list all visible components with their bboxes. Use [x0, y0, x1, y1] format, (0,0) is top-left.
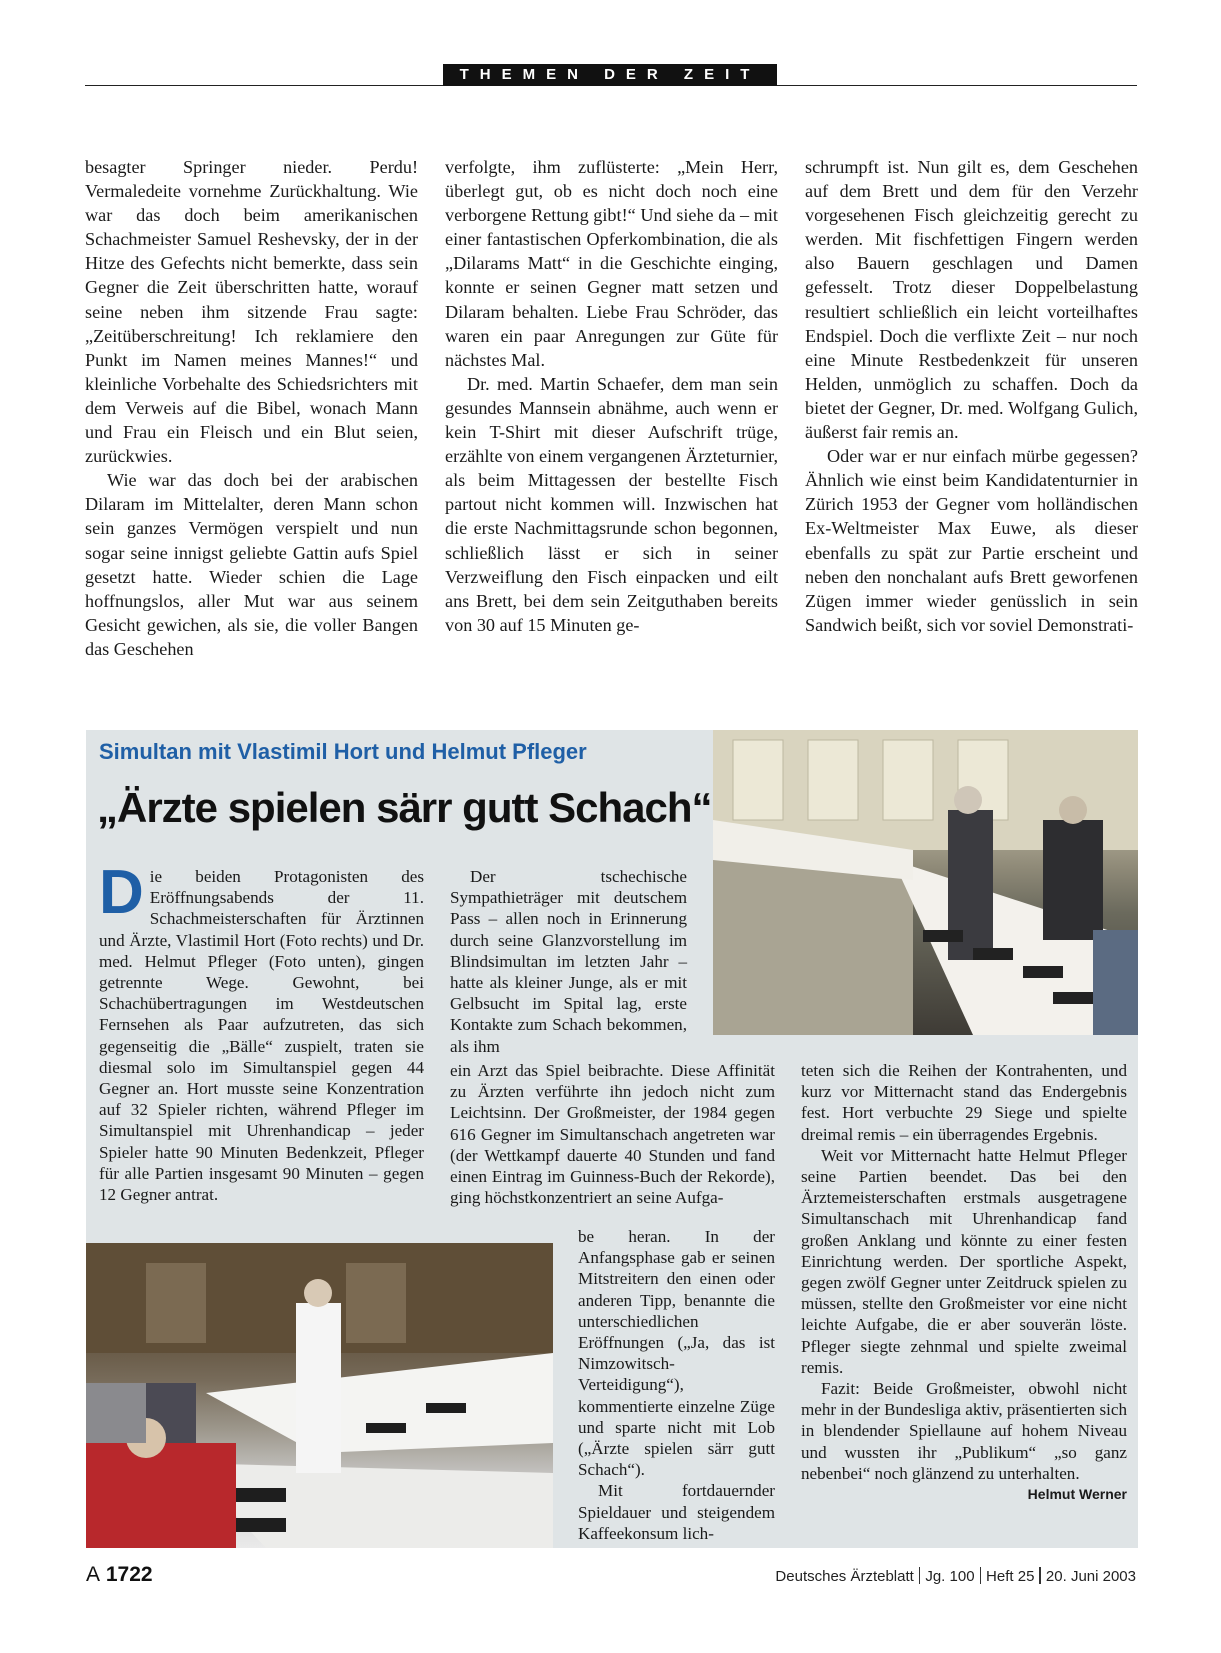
paragraph: be heran. In der Anfangsphase gab er seinen Mitstreitern den einen oder anderen Tipp, benannte die unterschiedlichen Eröffnungen („Ja, das ist Nimzowitsch-Verteidigung“), kommentierte einzelne Züge und sparte nicht mit Lob („Ärzte spielen särr gutt Schach“).	[578, 1227, 775, 1480]
drop-cap: D	[99, 858, 144, 927]
issue: Heft 25	[986, 1568, 1035, 1585]
paragraph: ie beiden Protagonisten des Eröffnungsabends der 11. Schachmeisterschaften für Ärztinnen und Ärzte, Vlastimil Hort (Foto rechts) und Dr. med. Helmut Pfleger (Foto unten), gingen getrennte Wege. Gewohnt, bei Schachübertragungen im Westdeutschen Fernsehen als Paar aufzutreten, das sich gegenseitig die „Bälle“ zuspielt, traten sie diesmal solo im Simultanspiel gegen 44 Gegner an. Hort musste seine Konzentration auf 32 Spieler richten, während Pfleger im Simultanspiel mit Uhrenhandicap – jeder Spieler hatte 90 Minuten Bedenkzeit, Pfleger für alle Partien insgesamt 90 Minuten – gegen 12 Gegner antrat.	[99, 867, 424, 1205]
box-headline: „Ärzte spielen särr gutt Schach“	[97, 784, 712, 831]
article-column-3	[805, 155, 1138, 685]
box-kicker: Simultan mit Vlastimil Hort und Helmut Pfleger	[99, 739, 587, 764]
paragraph: Oder war er nur einfach mürbe gegessen? Ähnlich wie einst beim Kandidatenturnier in Zürich 1953 der Gegner vom holländischen Ex-Weltmeister Max Euwe, als dieser ebenfalls zu spät zur Partie erscheint und neben den nonchalant aufs Brett geworfenen Zügen immer wieder genüsslich in sein Sandwich beißt, sich vor soviel Demonstrati-	[805, 446, 1138, 635]
photo-pfleger-simultaneous	[86, 1243, 553, 1548]
page-number-value: 1722	[105, 1563, 153, 1586]
journal-name: Deutsches Ärzteblatt	[775, 1568, 914, 1585]
separator	[980, 1567, 982, 1584]
author-name: Helmut Werner	[1027, 1486, 1127, 1503]
paragraph: Wie war das doch bei der arabischen Dilaram im Mittelalter, deren Mann schon sein ganzes Vermögen verspielt und nun sogar seine innigst geliebte Gattin aufs Spiel gesetzt hatte. Wieder schien die Lage hoffnungslos, aller Mut war aus seinem Gesicht gewichen, als sie, die voller Bangen das Geschehen	[85, 470, 418, 659]
footer-citation	[775, 1567, 1136, 1585]
separator	[1039, 1567, 1041, 1584]
box-column-2-top	[450, 866, 687, 1057]
paragraph: Weit vor Mitternacht hatte Helmut Pfleger seine Partien beendet. Das bei den Ärztemeisterschaften erstmals ausgetragene Simultanschach mit Uhrenhandicap fand großen Anklang und könnte zu einer festen Einrichtung werden. Der sportliche Aspekt, gegen zwölf Gegner unter Zeitdruck spielen zu müssen, stellte den Großmeister vor eine nicht leichte Aufgabe, die er aber souverän löste. Pfleger siegte zehnmal und spielte zweimal remis.	[801, 1145, 1127, 1377]
paragraph	[801, 1378, 1127, 1503]
page-prefix: A	[86, 1563, 101, 1586]
article-column-1	[85, 155, 418, 685]
box-column-2-bottom	[578, 1226, 775, 1544]
paragraph: schrumpft ist. Nun gilt es, dem Geschehen auf dem Brett und dem für den Verzehr vorgesehenen Fisch gleichzeitig gerecht zu werden. Mit fischfettigen Fingern werden also Bauern geschlagen und Damen gefesselt. Trotz dieser Doppelbelastung resultiert schließlich ein leicht vorteilhaftes Endspiel. Doch die verflixte Zeit – nur noch eine Minute Restbedenkzeit für unseren Helden, unmöglich zu schaffen. Doch da bietet der Gegner, Dr. med. Wolfgang Gulich, äußerst fair remis an.	[805, 157, 1138, 443]
paragraph: besagter Springer nieder. Perdu! Vermaledeite vornehme Zurückhaltung. Wie war das doch beim amerikanischen Schachmeister Samuel Reshevsky, der in der Hitze des Gefechts nicht bemerkte, dass sein Gegner die Zeit überschritten hatte, worauf seine neben ihm sitzende Frau sagte: „Zeitüberschreitung! Ich reklamiere den Punkt im Namen meines Mannes!“ und kleinliche Vorbehalte des Schiedsrichters mit dem Verweis auf die Bibel, wonach Mann und Frau ein Fleisch und ein Blut seien, zurückwies.	[85, 157, 418, 467]
paragraph: Mit fortdauernder Spieldauer und steigendem Kaffeekonsum lich-	[578, 1481, 775, 1543]
paragraph: verfolgte, ihm zuflüsterte: „Mein Herr, überlegt gut, ob es nicht doch noch eine verborgene Rettung gibt!“ Und siehe da – mit einer fantastischen Opferkombination, die als „Dilarams Matt“ in die Geschichte einging, konnte er seinen Gegner matt setzen und Dilaram behalten. Liebe Frau Schröder, das waren ein paar Anregungen zur Güte für nächstes Mal.	[445, 157, 778, 370]
paragraph: ein Arzt das Spiel beibrachte. Diese Affinität zu Ärzten verführte ihn jedoch nicht zum Leichtsinn. Der Großmeister, der 1984 gegen 616 Gegner im Simultanschach angetreten war (der Wettkampf dauerte 40 Stunden und fand einen Eintrag im Guinness-Buch der Rekorde), ging höchstkonzentriert an seine Aufga-	[450, 1061, 775, 1208]
section-label: THEMEN DER ZEIT	[443, 64, 777, 86]
photo-illustration	[713, 730, 1138, 1035]
page-number	[86, 1563, 153, 1587]
article-column-2	[445, 155, 778, 685]
paragraph: Dr. med. Martin Schaefer, dem man sein gesundes Mannsein abnähme, auch wenn er kein T-Shirt mit dieser Aufschrift trüge, erzählte von einem vergangenen Ärzteturnier, als beim Mittagessen der bestellte Fisch partout nicht kommen will. Inzwischen hat die erste Nachmittagsrunde schon begonnen, schließlich lässt er sich in seiner Verzweiflung den Fisch einpacken und eilt ans Brett, bei dem sein Zeitguthaben bereits von 30 auf 15 Minuten ge-	[445, 373, 778, 635]
box-column-1	[99, 858, 424, 1205]
photo-hort-simultaneous	[713, 730, 1138, 1035]
photo-illustration	[86, 1243, 553, 1548]
paragraph: Der tschechische Sympathieträger mit deutschem Pass – allen noch in Erinnerung durch seine Glanzvorstellung im Blindsimultan im letzten Jahr – hatte als kleiner Junge, als er mit Gelbsucht im Spital lag, erste Kontakte zum Schach bekommen, als ihm	[450, 867, 687, 1056]
paragraph: teten sich die Reihen der Kontrahenten, und kurz vor Mitternacht stand das Endergebnis fest. Hort verbuchte 29 Siege und spielte dreimal remis – ein überragendes Ergebnis.	[801, 1061, 1127, 1144]
box-column-3	[801, 1060, 1127, 1505]
volume: Jg. 100	[925, 1568, 975, 1585]
paragraph-text: Fazit: Beide Großmeister, obwohl nicht mehr in der Bundesliga aktiv, präsentierten sich in blendender Spiellaune auf hohem Niveau und wussten ihr „Publikum“ „so ganz nebenbei“ noch glänzend zu unterhalten.	[801, 1379, 1127, 1483]
issue-date: 20. Juni 2003	[1045, 1568, 1136, 1585]
separator	[919, 1567, 921, 1584]
box-column-2-middle	[450, 1060, 775, 1208]
